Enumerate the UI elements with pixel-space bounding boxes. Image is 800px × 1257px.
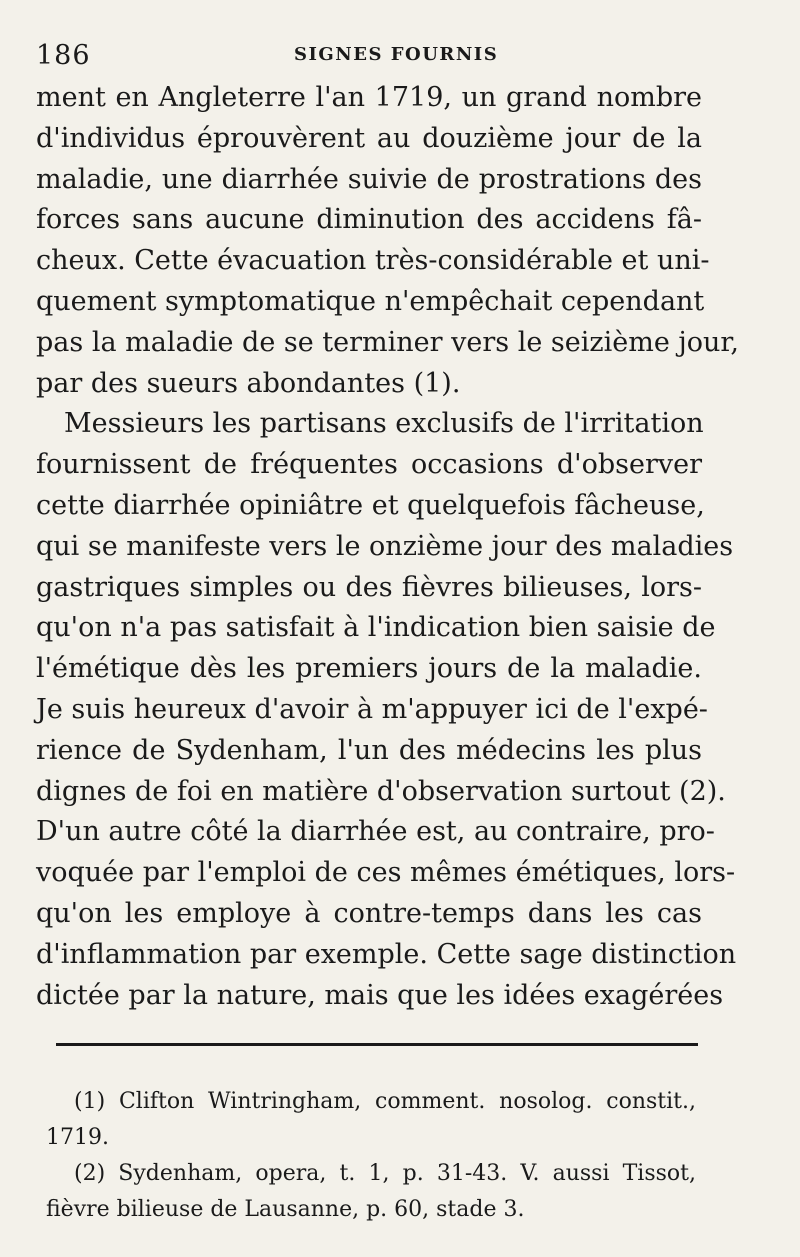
page-number: 186 — [36, 40, 91, 71]
text-line: cheux. Cette évacuation très-considérable et uni- — [36, 245, 710, 277]
text-line: qu'on n'a pas satisfait à l'indication bien saisie de — [36, 612, 716, 644]
text-line: rience de Sydenham, l'un des médecins les plus — [36, 734, 702, 766]
text-line: l'émétique dès les premiers jours de la maladie. — [36, 653, 702, 685]
text-line: quement symptomatique n'empêchait cependant — [36, 285, 705, 317]
text-line: D'un autre côté la diarrhée est, au contraire, pro- — [36, 816, 715, 848]
footnotes — [46, 1084, 696, 1228]
text-line: gastriques simples ou des fièvres bilieuses, lors- — [36, 571, 702, 603]
text-line: dictée par la nature, mais que les idées exagérées — [36, 979, 724, 1011]
text-line: qui se manifeste vers le onzième jour des maladies — [36, 530, 734, 562]
text-line: Je suis heureux d'avoir à m'appuyer ici de l'expé- — [36, 693, 708, 725]
text-line: Messieurs les partisans exclusifs de l'irritation — [64, 408, 704, 440]
text-line: d'individus éprouvèrent au douzième jour de la — [36, 122, 702, 154]
text-line: qu'on les employe à contre-temps dans les cas — [36, 897, 702, 929]
page-header — [36, 40, 736, 80]
text-line: pas la maladie de se terminer vers le seizième jour, — [36, 326, 739, 358]
text-line: fournissent de fréquentes occasions d'observer — [36, 449, 702, 481]
text-line: d'inflammation par exemple. Cette sage distinction — [36, 938, 737, 970]
text-line: par des sueurs abondantes (1). — [36, 367, 461, 399]
text-line: voquée par l'emploi de ces mêmes émétiques, lors- — [36, 857, 736, 889]
body-text — [36, 78, 739, 1016]
footnote-separator — [56, 1043, 698, 1046]
text-line: maladie, une diarrhée suivie de prostrations des — [36, 163, 702, 195]
text-line: cette diarrhée opiniâtre et quelquefois fâcheuse, — [36, 489, 705, 521]
text-line: forces sans aucune diminution des accidens fâ- — [36, 204, 702, 236]
footnote-line: (1) Clifton Wintringham, comment. nosolog. constit., — [74, 1089, 696, 1114]
footnote-line: fièvre bilieuse de Lausanne, p. 60, stade 3. — [46, 1197, 525, 1222]
running-head: SIGNES FOURNIS — [294, 44, 499, 65]
footnote-line: 1719. — [46, 1125, 109, 1150]
text-line: dignes de foi en matière d'observation surtout (2). — [36, 775, 726, 807]
footnote-line: (2) Sydenham, opera, t. 1, p. 31-43. V. aussi Tissot, — [74, 1161, 696, 1186]
text-line: ment en Angleterre l'an 1719, un grand nombre — [36, 82, 702, 113]
